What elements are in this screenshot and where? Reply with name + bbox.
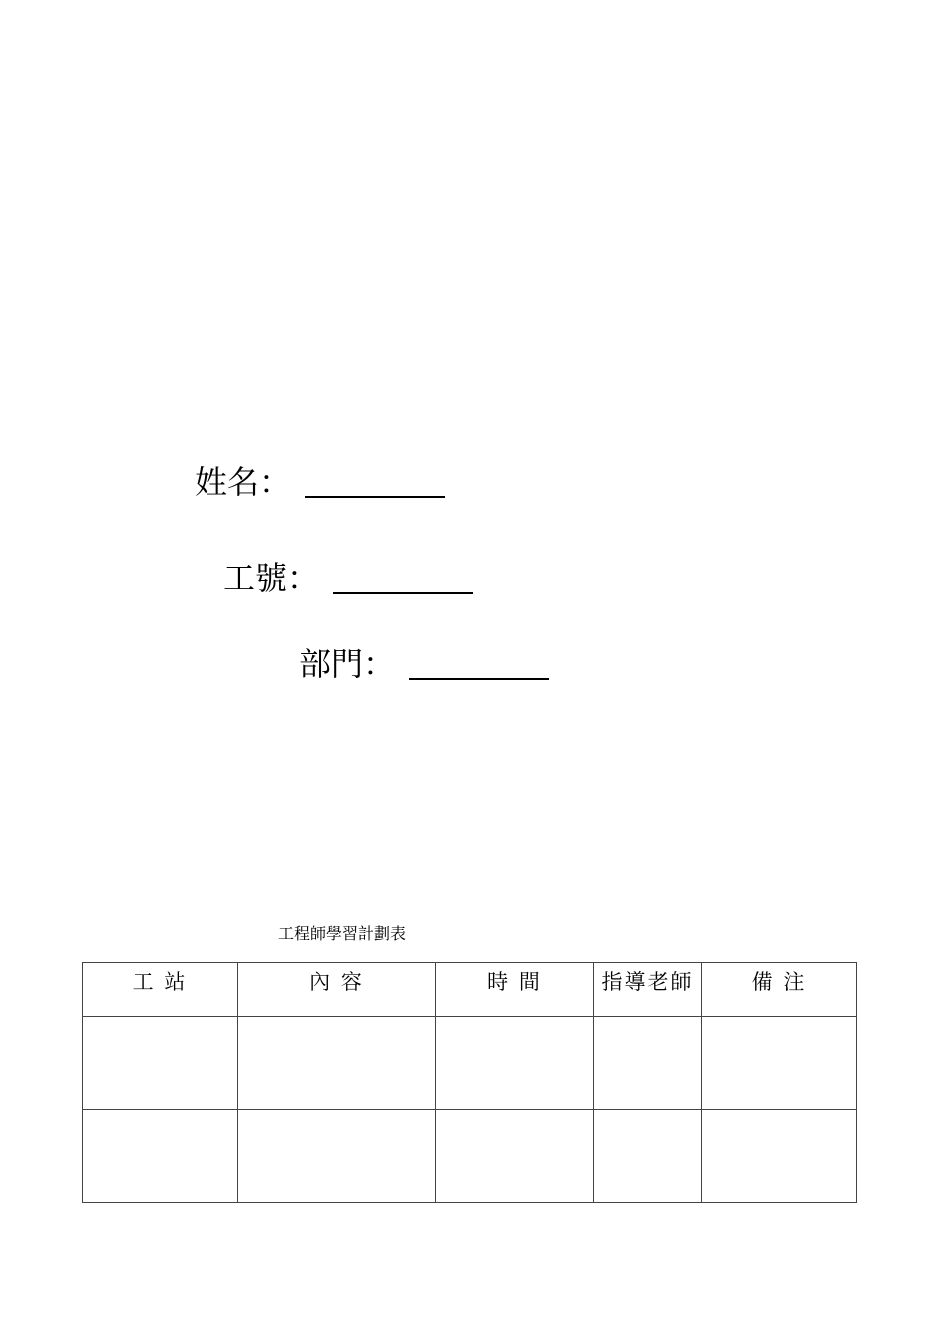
department-blank-line[interactable] <box>409 650 549 680</box>
employee-id-label: 工號： <box>223 559 320 597</box>
table-cell[interactable] <box>238 1110 436 1203</box>
header-workstation: 工 站 <box>83 963 238 1017</box>
department-label: 部門： <box>299 645 396 683</box>
table-cell[interactable] <box>83 1017 238 1110</box>
table-title: 工程師學習計劃表 <box>278 924 407 943</box>
header-mentor: 指導老師 <box>594 963 702 1017</box>
table-cell[interactable] <box>594 1110 702 1203</box>
table-cell[interactable] <box>83 1110 238 1203</box>
name-blank-line[interactable] <box>305 468 445 498</box>
name-label: 姓名： <box>195 463 292 501</box>
table-cell[interactable] <box>702 1017 857 1110</box>
employee-id-blank-line[interactable] <box>333 564 473 594</box>
header-content: 內 容 <box>238 963 436 1017</box>
table-cell[interactable] <box>594 1017 702 1110</box>
employee-id-field <box>223 559 473 597</box>
table-cell[interactable] <box>436 1110 594 1203</box>
table-cell[interactable] <box>702 1110 857 1203</box>
header-time: 時 間 <box>436 963 594 1017</box>
table-row <box>83 1017 857 1110</box>
header-remarks: 備 注 <box>702 963 857 1017</box>
name-field <box>195 463 445 501</box>
learning-plan-table <box>82 962 857 1203</box>
table-header-row <box>83 963 857 1017</box>
table-row <box>83 1110 857 1203</box>
table-cell[interactable] <box>436 1017 594 1110</box>
table-cell[interactable] <box>238 1017 436 1110</box>
department-field <box>299 645 549 683</box>
